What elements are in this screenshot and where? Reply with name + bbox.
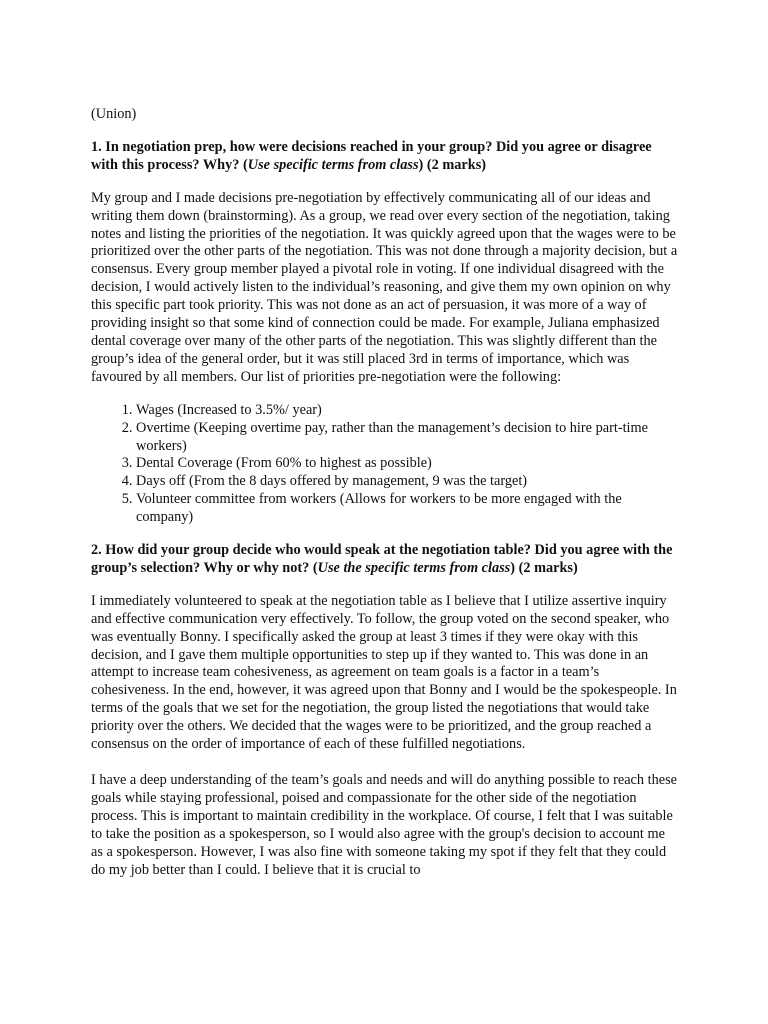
question-2-text: 2. How did your group decide who would speak at the negotiation table? Did you agree with the group’s selection? Why or why not? ( xyxy=(91,542,673,576)
answer-3: I have a deep understanding of the team’s goals and needs and will do anything possible to reach these goals while staying professional, poised and compassionate for the other side of the negotiation process. This is important to maintain credibility in the workplace. Of course, I felt that I was suitable to take the position as a spokesperson, so I would also agree with the group's decision to account me as a spokesperson. However, I was also fine with someone taking my spot if they felt that they could do my job better than I could. I believe that it is crucial to xyxy=(91,772,678,878)
priorities-list xyxy=(91,402,680,527)
question-1-marks: ) (2 marks) xyxy=(418,156,487,173)
list-item: 1. Wages (Increased to 3.5%/ year) xyxy=(136,402,680,420)
question-1 xyxy=(91,139,680,175)
answer-1: My group and I made decisions pre-negotiation by effectively communicating all of our ideas and writing them down (brainstorming). As a group, we read over every section of the negotiation, taking notes and listing the priorities of the negotiation. It was quickly agreed upon that the wages were to be prioritized over the other parts of the negotiation. This was not done through a majority decision, but a consensus. Every group member played a pivotal role in voting. If one individual disagreed with the decision, I would actively listen to the individual’s reasoning, and give them my own opinion on why this specific part took priority. This was not done as an act of persuasion, it was more of a way of providing insight so that some kind of connection could be made. For example, Juliana emphasized dental coverage over many of the other parts of the negotiation. This was slightly different than the group’s idea of the general order, but it was still placed 3rd in terms of importance, which was favoured by all members. Our list of priorities pre-negotiation were the following: xyxy=(91,189,678,385)
list-item: 4. Days off (From the 8 days offered by management, 9 was the target) xyxy=(136,473,680,491)
document-heading: (Union) xyxy=(91,106,137,122)
list-item: 2. Overtime (Keeping overtime pay, rather than the management’s decision to hire part-time workers) xyxy=(136,420,680,456)
question-2 xyxy=(91,542,680,578)
answer-2: I immediately volunteered to speak at the negotiation table as I believe that I utilize assertive inquiry and effective communication very effectively. To follow, the group voted on the second speaker, who was eventually Bonny. I specifically asked the group at least 3 times if they were okay with this decision, and I gave them multiple opportunities to step up if they wanted to. This was done in an attempt to increase team cohesiveness, as agreement on team goals is a factor in a team’s cohesiveness. In the end, however, it was agreed upon that Bonny and I would be the spokespeople. In terms of the goals that we set for the negotiation, the group listed the negotiations that would take priority over the others. We decided that the wages were to be prioritized, and the group reached a consensus on the order of importance of each of these fulfilled negotiations. xyxy=(91,592,677,753)
question-1-text: 1. In negotiation prep, how were decisions reached in your group? Did you agree or disagree with this process? Why? ( xyxy=(91,138,652,173)
question-2-marks: ) (2 marks) xyxy=(510,559,578,576)
list-item: 3. Dental Coverage (From 60% to highest as possible) xyxy=(136,455,680,473)
list-item: 5. Volunteer committee from workers (Allows for workers to be more engaged with the company) xyxy=(136,491,680,527)
question-1-emphasis: Use specific terms from class xyxy=(247,156,419,173)
question-2-emphasis: Use the specific terms from class xyxy=(317,559,511,576)
